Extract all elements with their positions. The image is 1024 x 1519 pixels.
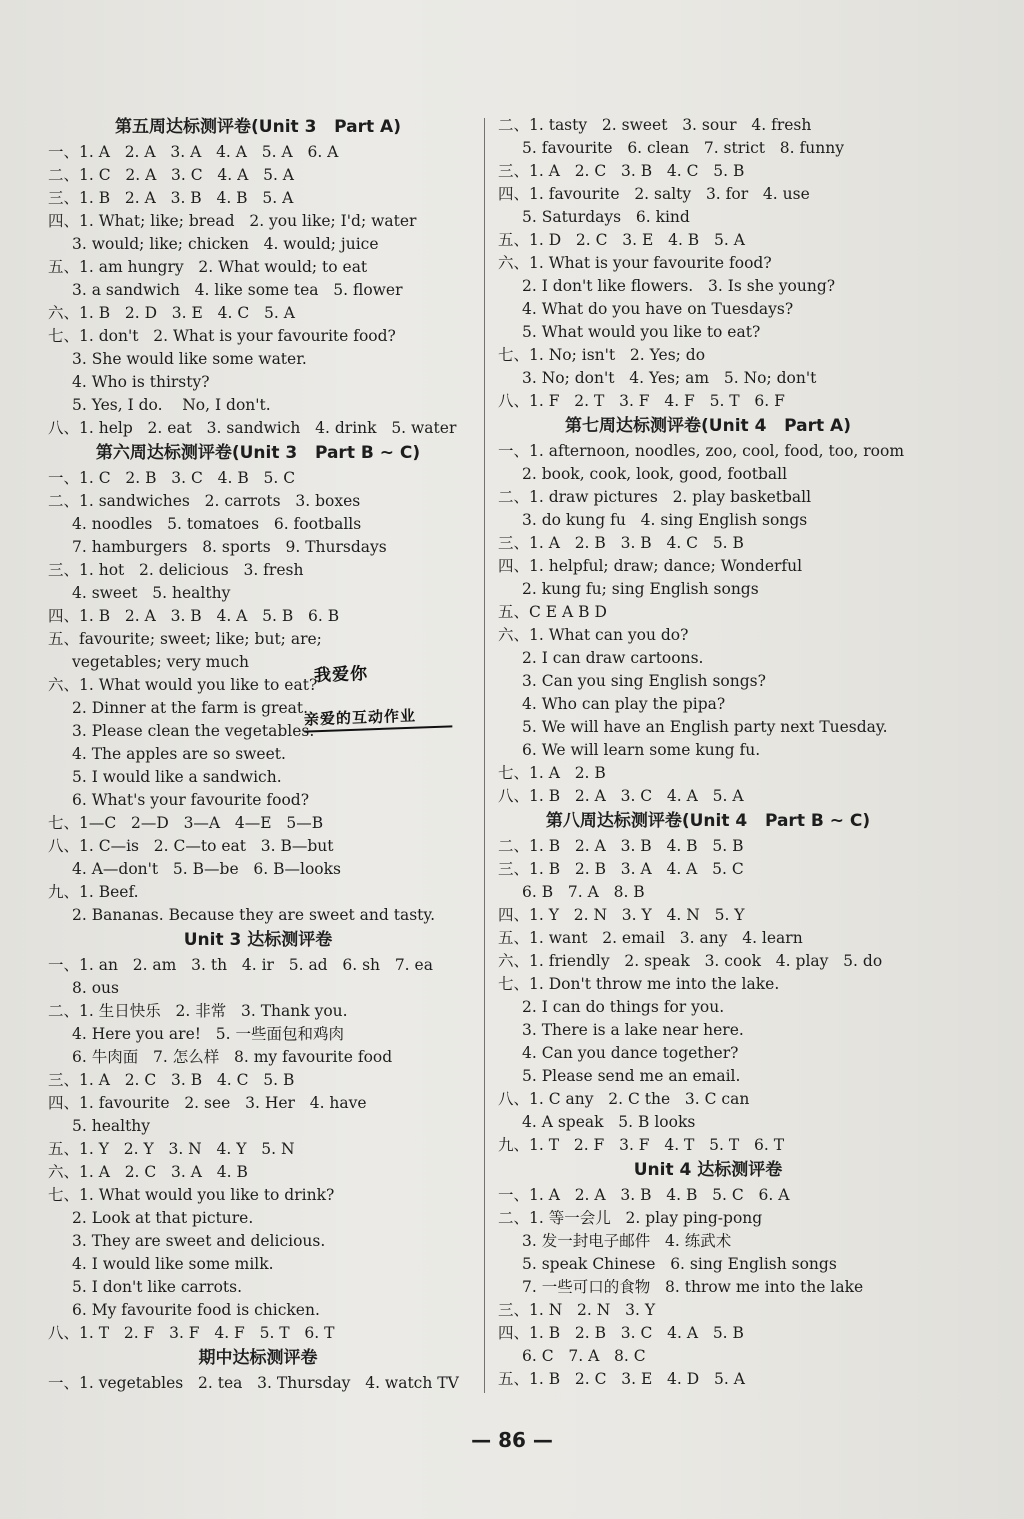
answer-line: 六、1. What is your favourite food? <box>498 254 772 272</box>
answer-line: 五、1. want 2. email 3. any 4. learn <box>498 929 803 947</box>
answer-line: 6. What's your favourite food? <box>72 791 310 809</box>
answer-line: 七、1. No; isn't 2. Yes; do <box>498 346 706 364</box>
answer-line: 三、1. A 2. C 3. B 4. C 5. B <box>48 1071 295 1089</box>
answer-line: 3. No; don't 4. Yes; am 5. No; don't <box>522 369 817 387</box>
answer-line: 六、1. friendly 2. speak 3. cook 4. play 5. do <box>498 952 883 970</box>
answer-line: 一、1. A 2. A 3. A 4. A 5. A 6. A <box>48 143 339 161</box>
answer-line: 七、1. don't 2. What is your favourite food? <box>48 327 396 345</box>
answer-line: 一、1. an 2. am 3. th 4. ir 5. ad 6. sh 7. ea <box>48 956 433 974</box>
answer-line: 5. What would you like to eat? <box>522 323 761 341</box>
answer-line: 4. Who can play the pipa? <box>522 695 726 713</box>
answer-line: 四、1. What; like; bread 2. you like; I'd; water <box>48 212 417 230</box>
answer-line: 五、1. D 2. C 3. E 4. B 5. A <box>498 231 745 249</box>
answer-line: 6. We will learn some kung fu. <box>522 741 761 759</box>
answer-line: 八、1. T 2. F 3. F 4. F 5. T 6. T <box>48 1324 335 1342</box>
answer-line: 5. healthy <box>72 1117 151 1135</box>
section-heading: 第七周达标测评卷(Unit 4 Part A) <box>565 416 851 436</box>
section-heading: Unit 4 达标测评卷 <box>633 1160 783 1180</box>
answer-line: 2. I don't like flowers. 3. Is she young? <box>522 277 836 295</box>
answer-line: 二、1. sandwiches 2. carrots 3. boxes <box>48 492 361 510</box>
answer-line: 八、1. C any 2. C the 3. C can <box>498 1090 750 1108</box>
answer-line: 2. Dinner at the farm is great. <box>72 699 309 717</box>
answer-line: 4. Can you dance together? <box>522 1044 739 1062</box>
answer-line: 三、1. N 2. N 3. Y <box>498 1301 656 1319</box>
answer-line: 六、1. A 2. C 3. A 4. B <box>48 1163 248 1181</box>
answer-line: 2. I can do things for you. <box>522 998 725 1016</box>
left-column <box>48 114 468 1395</box>
answer-line: 二、1. draw pictures 2. play basketball <box>498 488 812 506</box>
answer-line: 五、C E A B D <box>498 603 607 621</box>
answer-line: 五、1. B 2. C 3. E 4. D 5. A <box>498 1370 745 1388</box>
answer-line: 3. Please clean the vegetables. <box>72 722 315 740</box>
answer-line: 5. Yes, I do. No, I don't. <box>72 396 271 414</box>
answer-line: 6. 牛肉面 7. 怎么样 8. my favourite food <box>72 1048 393 1066</box>
answer-line: 六、1. What can you do? <box>498 626 689 644</box>
answer-line: 2. book, cook, look, good, football <box>522 465 788 483</box>
answer-line: 5. I would like a sandwich. <box>72 768 282 786</box>
answer-line: 4. noodles 5. tomatoes 6. footballs <box>72 515 362 533</box>
answer-line: 六、1. What would you like to eat? <box>48 676 318 694</box>
answer-line: 7. 一些可口的食物 8. throw me into the lake <box>522 1278 864 1296</box>
answer-line: 五、1. am hungry 2. What would; to eat <box>48 258 368 276</box>
page-number: — 86 — <box>471 1428 553 1452</box>
answer-line: 四、1. Y 2. N 3. Y 4. N 5. Y <box>498 906 745 924</box>
answer-line: 3. She would like some water. <box>72 350 307 368</box>
answer-line: 3. They are sweet and delicious. <box>72 1232 326 1250</box>
answer-line: 四、1. favourite 2. see 3. Her 4. have <box>48 1094 367 1112</box>
answer-line: 一、1. afternoon, noodles, zoo, cool, food, too, room <box>498 442 905 460</box>
answer-line: 九、1. T 2. F 3. F 4. T 5. T 6. T <box>498 1136 785 1154</box>
answer-line: 一、1. A 2. A 3. B 4. B 5. C 6. A <box>498 1186 790 1204</box>
column-divider <box>484 118 485 1393</box>
answer-line: 八、1. B 2. A 3. C 4. A 5. A <box>498 787 744 805</box>
answer-line: 2. Bananas. Because they are sweet and tasty. <box>72 906 436 924</box>
answer-line: 一、1. vegetables 2. tea 3. Thursday 4. watch TV <box>48 1374 459 1392</box>
answer-line: 3. 发一封电子邮件 4. 练武术 <box>522 1232 732 1250</box>
answer-line: 一、1. C 2. B 3. C 4. B 5. C <box>48 469 296 487</box>
handwritten-note-line-1: 我爱你 <box>313 664 369 686</box>
answer-line: 七、1. A 2. B <box>498 764 606 782</box>
answer-line: 三、1. A 2. C 3. B 4. C 5. B <box>498 162 745 180</box>
answer-line: 四、1. favourite 2. salty 3. for 4. use <box>498 185 810 203</box>
answer-line: 三、1. A 2. B 3. B 4. C 5. B <box>498 534 744 552</box>
answer-line: 七、1. Don't throw me into the lake. <box>498 975 780 993</box>
answer-line: 4. The apples are so sweet. <box>72 745 286 763</box>
answer-line: 三、1. hot 2. delicious 3. fresh <box>48 561 304 579</box>
answer-line: 8. ous <box>72 979 119 997</box>
answer-line: 4. A—don't 5. B—be 6. B—looks <box>72 860 341 878</box>
answer-line: 5. We will have an English party next Tuesday. <box>522 718 888 736</box>
answer-line: 3. do kung fu 4. sing English songs <box>522 511 808 529</box>
answer-line: 5. Please send me an email. <box>522 1067 741 1085</box>
answer-line: 二、1. tasty 2. sweet 3. sour 4. fresh <box>498 116 812 134</box>
answer-line: 四、1. helpful; draw; dance; Wonderful <box>498 557 803 575</box>
answer-line: 2. Look at that picture. <box>72 1209 254 1227</box>
answer-line: 3. would; like; chicken 4. would; juice <box>72 235 379 253</box>
answer-line: 4. sweet 5. healthy <box>72 584 231 602</box>
answer-line: 2. I can draw cartoons. <box>522 649 704 667</box>
handwritten-note-line-2 <box>304 703 453 732</box>
section-heading: 期中达标测评卷 <box>198 1348 318 1368</box>
answer-line: 5. I don't like carrots. <box>72 1278 243 1296</box>
answer-line: 4. A speak 5. B looks <box>522 1113 696 1131</box>
answer-line: 6. B 7. A 8. B <box>522 883 645 901</box>
answer-line: 2. kung fu; sing English songs <box>522 580 759 598</box>
answer-line: 3. a sandwich 4. like some tea 5. flower <box>72 281 403 299</box>
answer-line: 四、1. B 2. B 3. C 4. A 5. B <box>498 1324 744 1342</box>
answer-line: 二、1. C 2. A 3. C 4. A 5. A <box>48 166 295 184</box>
answer-line: 三、1. B 2. B 3. A 4. A 5. C <box>498 860 744 878</box>
right-column <box>498 114 918 1391</box>
answer-line: 二、1. 等一会儿 2. play ping-pong <box>498 1209 763 1227</box>
answer-line: 二、1. B 2. A 3. B 4. B 5. B <box>498 837 744 855</box>
answer-line: 五、favourite; sweet; like; but; are; <box>48 630 322 648</box>
answer-line: vegetables; very much <box>72 653 250 671</box>
section-heading: 第六周达标测评卷(Unit 3 Part B ~ C) <box>95 443 421 463</box>
answer-line: 五、1. Y 2. Y 3. N 4. Y 5. N <box>48 1140 295 1158</box>
answer-line: 八、1. F 2. T 3. F 4. F 5. T 6. F <box>498 392 785 410</box>
answer-line: 4. Here you are! 5. 一些面包和鸡肉 <box>72 1025 344 1043</box>
answer-line: 八、1. C—is 2. C—to eat 3. B—but <box>48 837 334 855</box>
answer-line: 二、1. 生日快乐 2. 非常 3. Thank you. <box>48 1002 348 1020</box>
answer-line: 5. speak Chinese 6. sing English songs <box>522 1255 837 1273</box>
answer-line: 三、1. B 2. A 3. B 4. B 5. A <box>48 189 294 207</box>
section-heading: 第八周达标测评卷(Unit 4 Part B ~ C) <box>545 811 871 831</box>
answer-line: 八、1. help 2. eat 3. sandwich 4. drink 5. water <box>48 419 457 437</box>
section-heading: Unit 3 达标测评卷 <box>183 930 333 950</box>
answer-line: 6. C 7. A 8. C <box>522 1347 646 1365</box>
answer-line: 九、1. Beef. <box>48 883 139 901</box>
answer-line: 4. What do you have on Tuesdays? <box>522 300 794 318</box>
section-heading: 第五周达标测评卷(Unit 3 Part A) <box>115 117 401 137</box>
answer-line: 七、1. What would you like to drink? <box>48 1186 335 1204</box>
answer-line: 3. Can you sing English songs? <box>522 672 766 690</box>
answer-line: 5. favourite 6. clean 7. strict 8. funny <box>522 139 844 157</box>
answer-line: 6. My favourite food is chicken. <box>72 1301 320 1319</box>
answer-line: 六、1. B 2. D 3. E 4. C 5. A <box>48 304 295 322</box>
answer-line: 5. Saturdays 6. kind <box>522 208 690 226</box>
answer-line: 七、1—C 2—D 3—A 4—E 5—B <box>48 814 324 832</box>
answer-line: 4. Who is thirsty? <box>72 373 210 391</box>
answer-line: 3. There is a lake near here. <box>522 1021 744 1039</box>
handwritten-note-text: 亲爱的互动作业 <box>303 706 417 729</box>
answer-line: 四、1. B 2. A 3. B 4. A 5. B 6. B <box>48 607 340 625</box>
answer-line: 7. hamburgers 8. sports 9. Thursdays <box>72 538 387 556</box>
answer-line: 4. I would like some milk. <box>72 1255 274 1273</box>
